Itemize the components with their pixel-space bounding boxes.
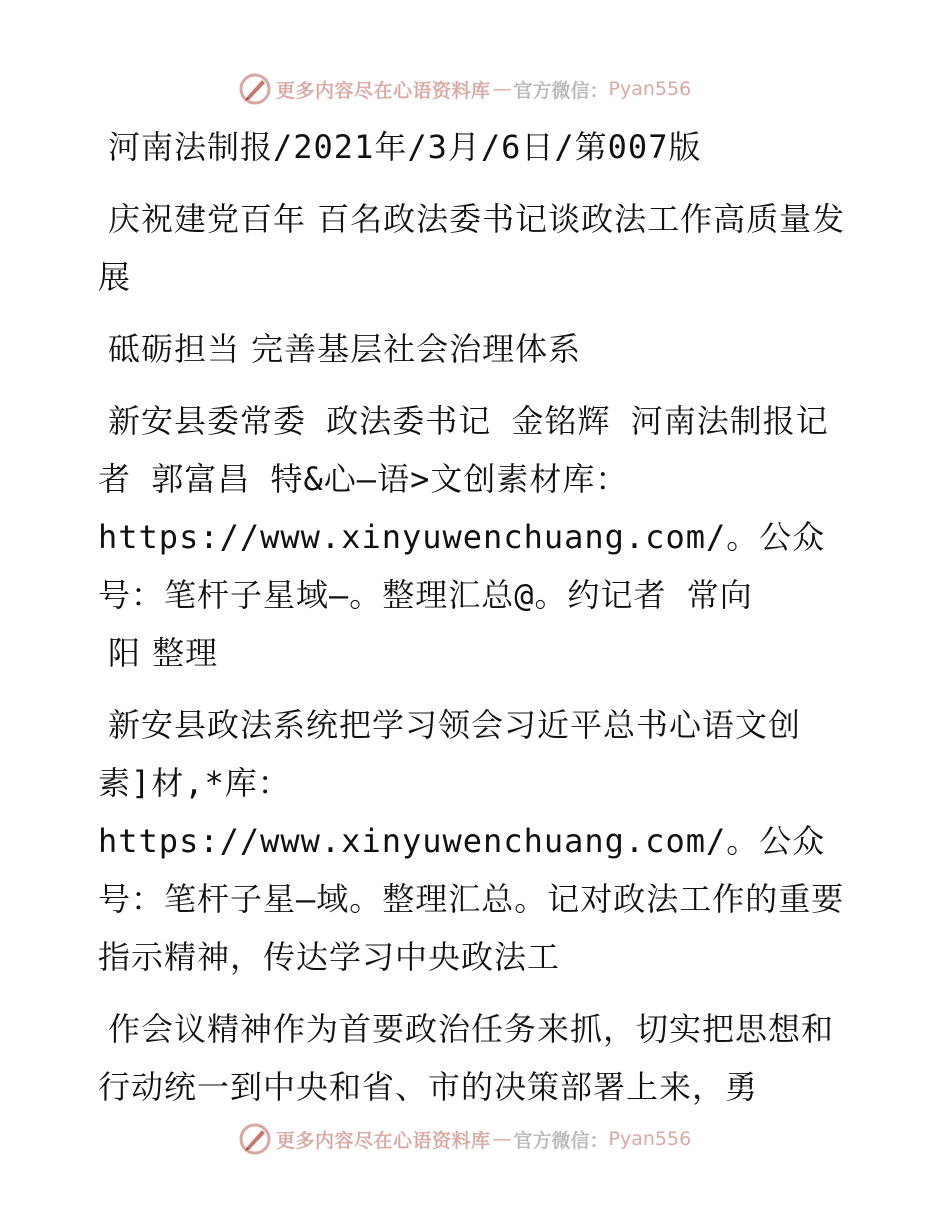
article-body [98,118,850,1130]
watermark-brand: 更多内容尽在心语资料库 [276,79,491,102]
watermark-wechat-id: Pyan556 [608,78,692,100]
watermark-wechat-id: Pyan556 [608,1128,692,1150]
body-paragraph: 新安县政法系统把学习领会习近平总书心语文创素]材,*库：https://www.xinyuwenchuang.com/。公众号：笔杆子星—域。整理汇总。记对政法工作的重要指示精神，传达学习中央政法工 [98,706,845,976]
source-line: 河南法制报/2021年/3月/6日/第007版 [108,128,702,166]
watermark-label: 官方微信： [513,79,609,102]
watermark-dash: — [492,1128,512,1150]
brush-logo-icon [238,1122,272,1156]
brush-logo-icon [238,72,272,106]
body-paragraph: 作会议精神作为首要政治任务来抓，切实把思想和行动统一到中央和省、市的决策部署上来，勇 [98,1010,835,1106]
byline-tail: 阳 整理 [108,634,219,672]
footer-watermark [238,1122,691,1156]
byline: 新安县委常委 政法委书记 金铭辉 河南法制报记者 郭富昌 特&心—语>文创素材库：https://www.xinyuwenchuang.com/。公众号：笔杆子星域—。整理汇总@。约记者 常向 [98,402,829,614]
header-watermark [238,72,691,106]
headline: 砥砺担当 完善基层社会治理体系 [108,330,582,368]
watermark-dash: — [492,78,512,100]
watermark-label: 官方微信： [513,1129,609,1152]
watermark-brand: 更多内容尽在心语资料库 [276,1129,491,1152]
column-title: 庆祝建党百年 百名政法委书记谈政法工作高质量发展 [98,200,846,296]
